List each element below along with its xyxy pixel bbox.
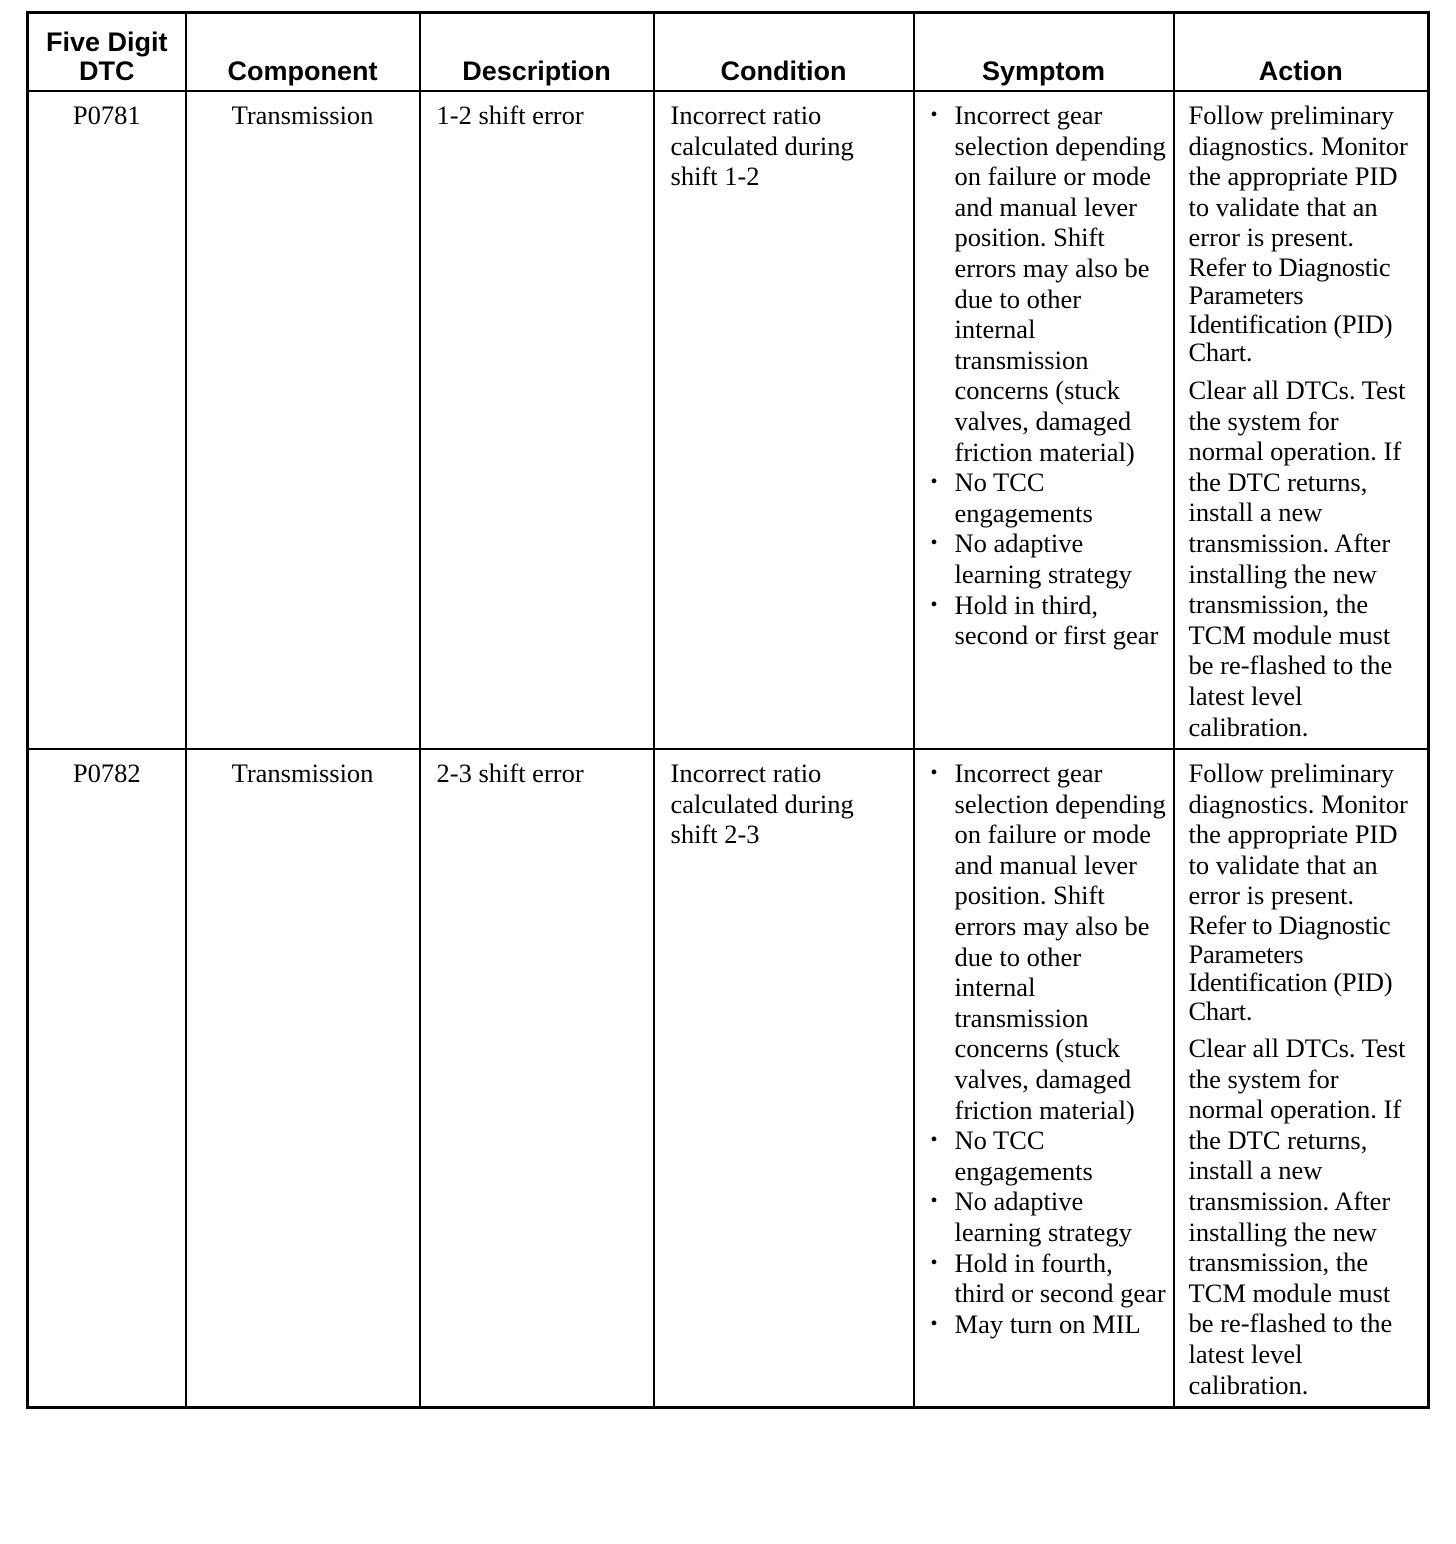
symptom-text: No TCC engagements bbox=[954, 1125, 1093, 1186]
action-paragraph-1: Follow preliminary diagnostics. Monitor the appropriate PID to validate that an error is present. bbox=[1188, 758, 1408, 911]
dtc-table bbox=[26, 11, 1430, 1409]
bullet-icon: • bbox=[930, 471, 938, 494]
header-symptom: Symptom bbox=[914, 13, 1174, 92]
table-row bbox=[28, 749, 1429, 1408]
action-paragraph-3: Clear all DTCs. Test the system for normal operation. If the DTC returns, install a new transmission. After installing the new transmission, the TCM module must be re-flashed to the latest level calibration. bbox=[1188, 1033, 1406, 1400]
symptom-text: May turn on MIL bbox=[954, 1308, 1141, 1339]
symptom-item bbox=[929, 1248, 1167, 1309]
header-action: Action bbox=[1174, 13, 1429, 92]
bullet-icon: • bbox=[930, 1129, 938, 1152]
symptom-item bbox=[929, 1186, 1167, 1247]
header-component: Component bbox=[186, 13, 420, 92]
header-description: Description bbox=[420, 13, 654, 92]
header-dtc-line2: DTC bbox=[79, 56, 135, 86]
symptom-list bbox=[929, 758, 1167, 1339]
description-cell: 1-2 shift error bbox=[420, 91, 654, 749]
symptom-text: Hold in third, second or first gear bbox=[954, 589, 1159, 651]
bullet-icon: • bbox=[930, 1251, 938, 1274]
bullet-icon: • bbox=[930, 1312, 938, 1335]
symptom-text: Incorrect gear selection depending on failure or mode and manual lever position. Shift errors may also be due to other internal transmission concerns (stuck valves, damaged friction material) bbox=[954, 758, 1166, 1125]
symptom-item bbox=[929, 758, 1167, 1125]
symptom-item bbox=[929, 467, 1167, 528]
symptom-text: Hold in fourth, third or second gear bbox=[954, 1247, 1166, 1309]
table-row bbox=[28, 91, 1429, 749]
symptom-item bbox=[929, 100, 1167, 467]
action-paragraph-1: Follow preliminary diagnostics. Monitor the appropriate PID to validate that an error is present. bbox=[1188, 100, 1408, 253]
component-cell: Transmission bbox=[186, 91, 420, 749]
action-cell bbox=[1174, 91, 1429, 749]
symptom-text: No adaptive learning strategy bbox=[954, 1186, 1132, 1247]
description-cell: 2-3 shift error bbox=[420, 749, 654, 1408]
symptom-text: No TCC engagements bbox=[954, 467, 1093, 528]
symptom-item bbox=[929, 528, 1167, 589]
bullet-icon: • bbox=[930, 104, 938, 126]
symptom-text: No adaptive learning strategy bbox=[954, 528, 1132, 589]
header-five-digit-dtc bbox=[28, 13, 186, 92]
symptom-text: Incorrect gear selection depending on failure or mode and manual lever position. Shift errors may also be due to other internal transmission concerns (stuck valves, damaged friction material) bbox=[954, 100, 1166, 467]
component-cell: Transmission bbox=[186, 749, 420, 1408]
header-row bbox=[28, 13, 1429, 92]
dtc-code-cell: P0781 bbox=[28, 91, 186, 749]
condition-cell: Incorrect ratio calculated during shift 1-2 bbox=[654, 91, 914, 749]
symptom-item bbox=[929, 1125, 1167, 1186]
symptom-list bbox=[929, 100, 1167, 651]
action-reference: Refer to Diagnostic Parameters Identification (PID) Chart. bbox=[1188, 251, 1393, 368]
bullet-icon: • bbox=[930, 1190, 938, 1213]
bullet-icon: • bbox=[930, 532, 938, 555]
header-dtc-line1: Five Digit bbox=[45, 27, 168, 57]
action-cell bbox=[1174, 749, 1429, 1408]
symptom-item bbox=[929, 590, 1167, 651]
bullet-icon: • bbox=[930, 593, 938, 616]
action-paragraph-3: Clear all DTCs. Test the system for normal operation. If the DTC returns, install a new transmission. After installing the new transmission, the TCM module must be re-flashed to the latest level calibration. bbox=[1188, 374, 1406, 742]
dtc-code-cell: P0782 bbox=[28, 749, 186, 1408]
symptom-item bbox=[929, 1309, 1167, 1340]
symptom-cell bbox=[914, 749, 1174, 1408]
header-condition: Condition bbox=[654, 13, 914, 92]
condition-cell: Incorrect ratio calculated during shift 2-3 bbox=[654, 749, 914, 1408]
symptom-cell bbox=[914, 91, 1174, 749]
action-reference: Refer to Diagnostic Parameters Identification (PID) Chart. bbox=[1188, 910, 1393, 1026]
bullet-icon: • bbox=[930, 762, 938, 785]
